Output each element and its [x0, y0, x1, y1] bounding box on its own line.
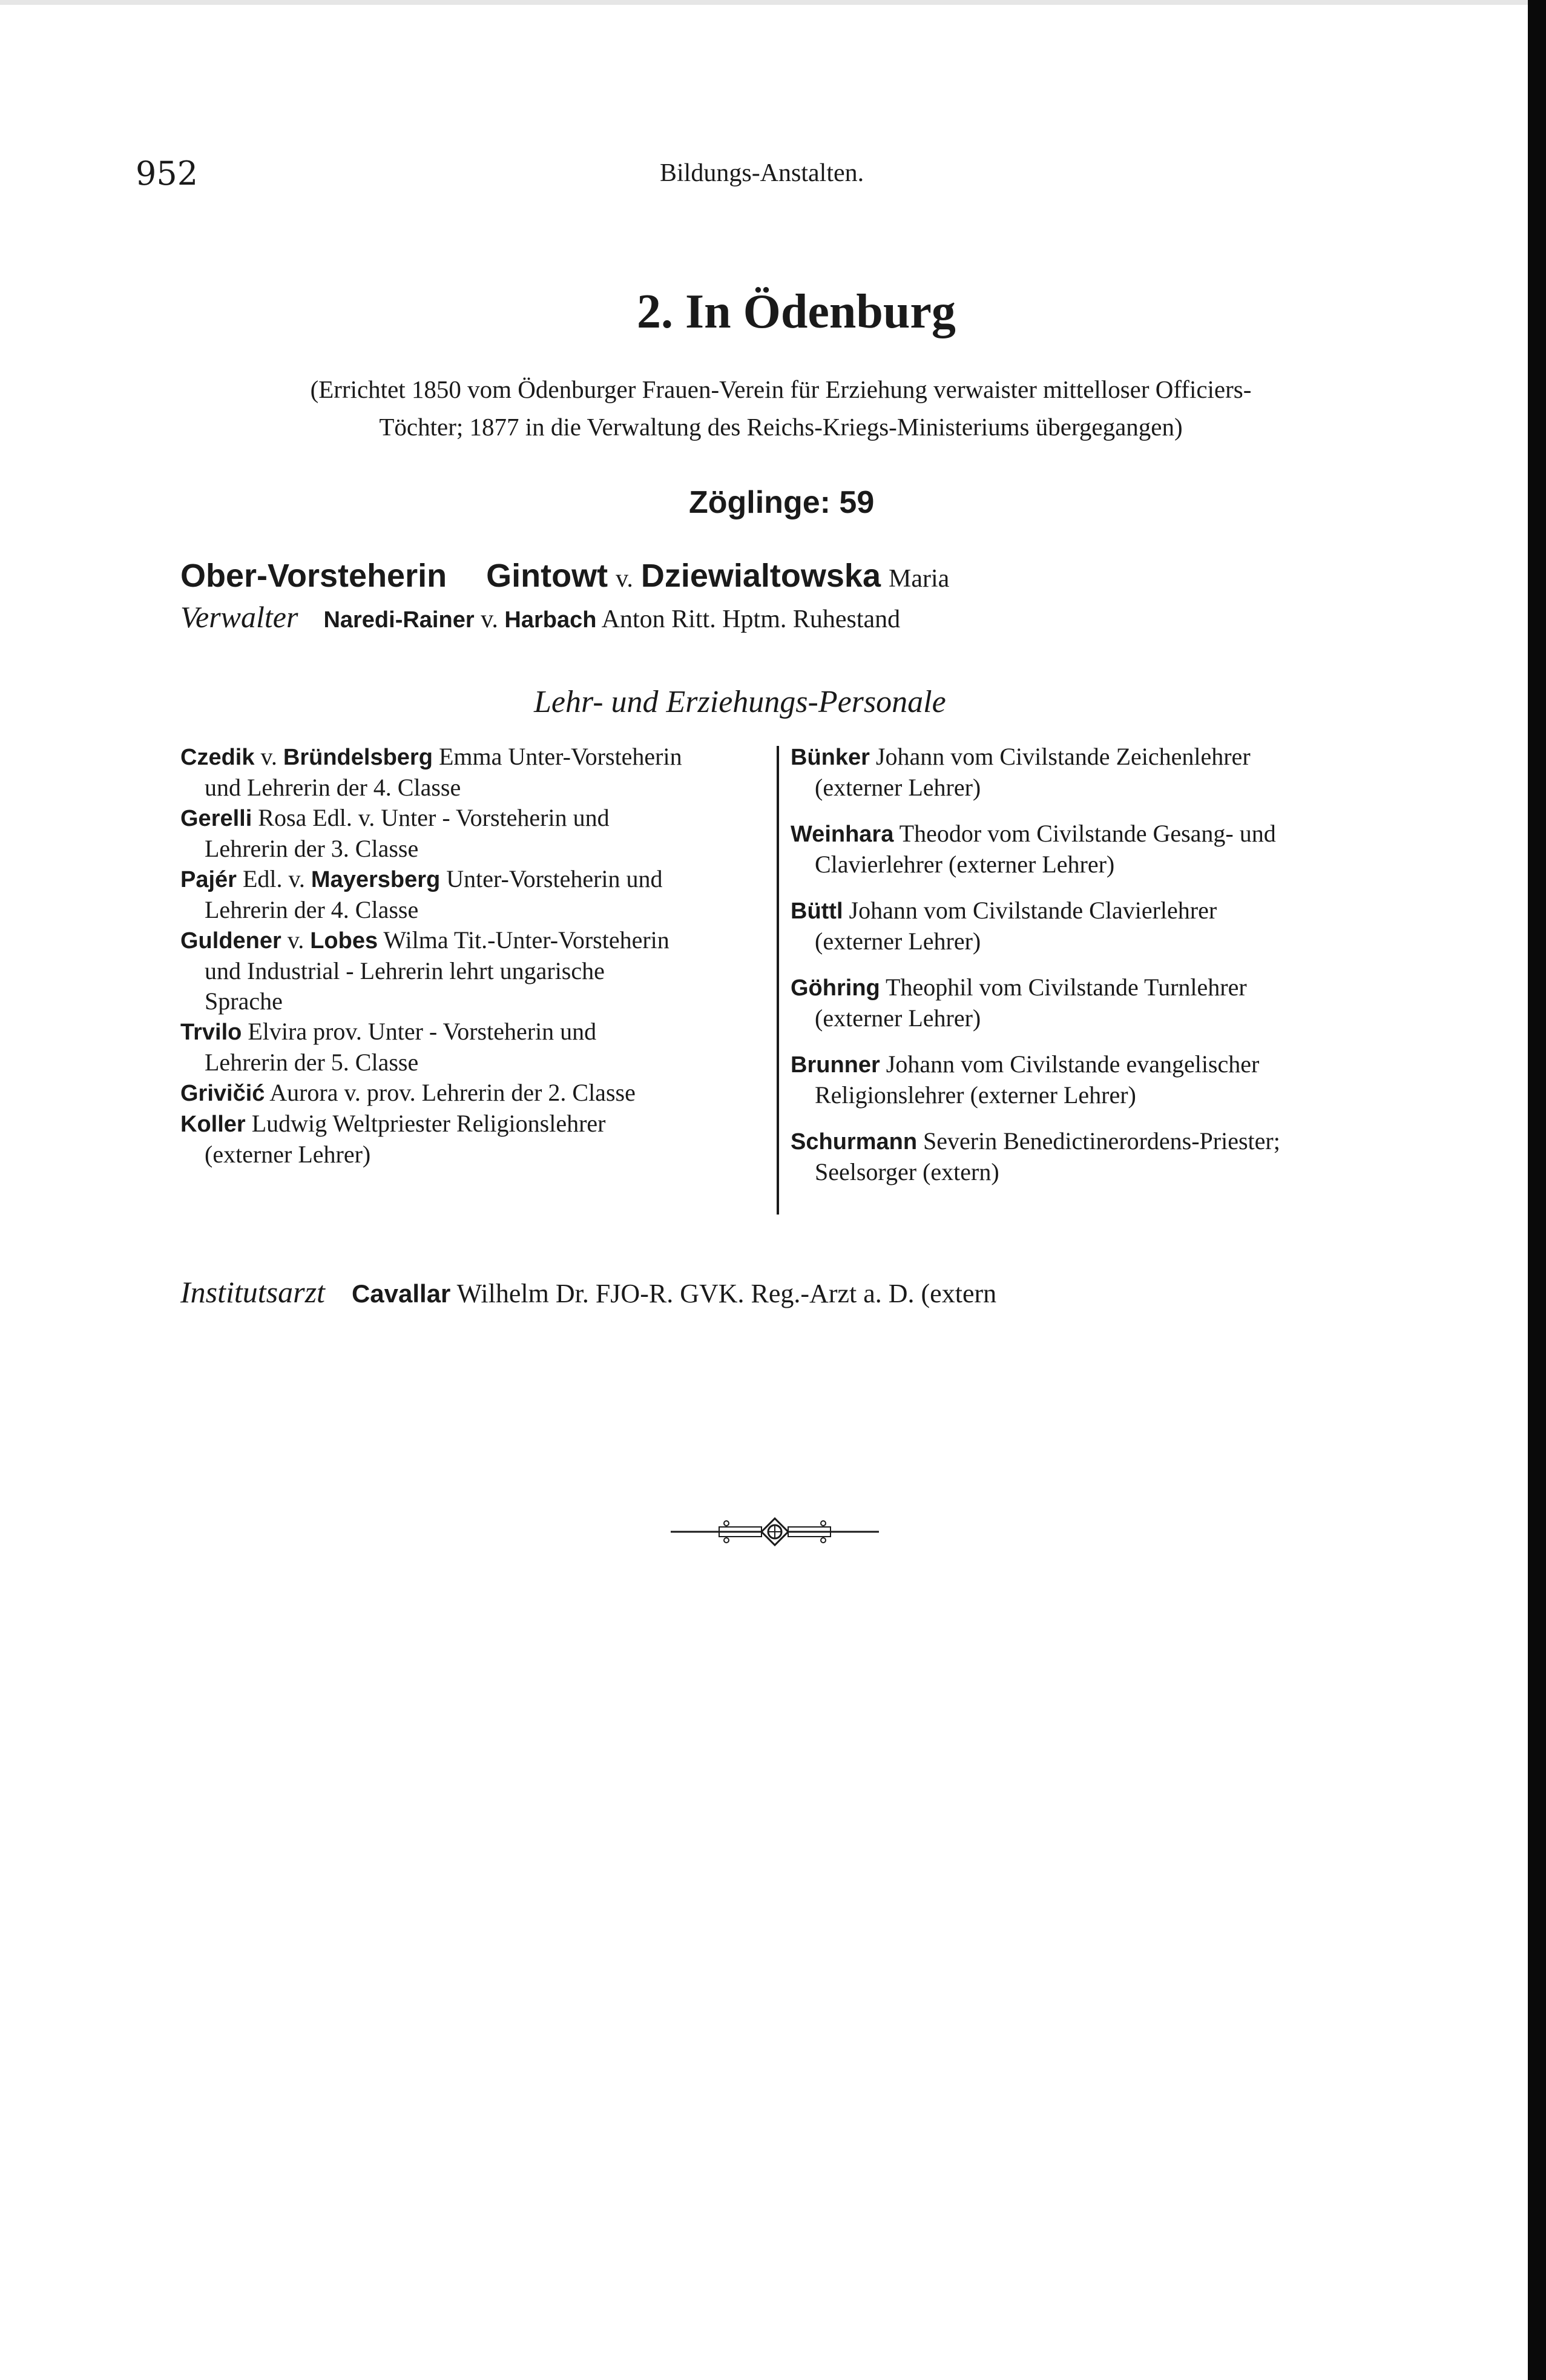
- administrator-particle: v.: [481, 605, 498, 633]
- intro-line: (Errichtet 1850 vom Ödenburger Frauen-Verein für Erziehung verwaister mittelloser Officiers-: [310, 375, 1252, 403]
- staff-entry: [180, 803, 769, 864]
- staff-text: Johann vom Civilstande Clavierlehrer: [843, 897, 1217, 924]
- staff-text: Ludwig Weltpriester Religionslehrer: [245, 1110, 606, 1137]
- staff-text: v.: [254, 743, 283, 770]
- staff-heading: Lehr- und Erziehungs-Personale: [534, 685, 946, 719]
- scan-edge-top: [0, 0, 1546, 5]
- scan-edge-right: [1528, 0, 1546, 2380]
- staff-entry: [791, 1126, 1379, 1187]
- staff-entry: [791, 895, 1379, 957]
- section-title: 2. In Ödenburg: [637, 285, 956, 338]
- head-principal-line: [180, 557, 949, 595]
- doctor-role: Institutsarzt: [180, 1275, 325, 1309]
- staff-entry: [180, 742, 769, 803]
- head-surname2: Dziewialtowska: [640, 558, 881, 594]
- staff-text: Sprache: [205, 987, 283, 1015]
- staff-surname: Büttl: [791, 898, 843, 924]
- staff-text: Clavierlehrer (externer Lehrer): [815, 851, 1115, 878]
- intro-line: Töchter; 1877 in die Verwaltung des Reichs-Kriegs-Ministeriums übergegangen): [379, 413, 1183, 441]
- head-surname: Gintowt: [486, 558, 608, 594]
- staff-text: Rosa Edl. v. Unter - Vorsteherin und: [252, 804, 610, 831]
- staff-text: und Lehrerin der 4. Classe: [205, 774, 461, 801]
- staff-list-right: [791, 742, 1379, 1203]
- staff-text: Theodor vom Civilstande Gesang- und: [893, 820, 1276, 847]
- staff-text: Seelsorger (extern): [815, 1158, 999, 1185]
- staff-entry: [791, 972, 1379, 1033]
- staff-surname: Bründelsberg: [283, 745, 433, 770]
- staff-surname: Mayersberg: [311, 867, 441, 892]
- staff-surname: Grivičić: [180, 1081, 265, 1106]
- staff-entry: [180, 925, 769, 1017]
- administrator-surname2: Harbach: [504, 607, 597, 633]
- administrator-role: Verwalter: [180, 600, 298, 634]
- head-particle: v.: [616, 565, 633, 593]
- staff-text: Johann vom Civilstande evangelischer: [880, 1050, 1260, 1078]
- staff-entry: [180, 1017, 769, 1078]
- staff-list-left: [180, 742, 769, 1170]
- staff-surname: Weinhara: [791, 822, 894, 847]
- staff-text: Unter-Vorsteherin und: [440, 865, 663, 892]
- staff-surname: Gerelli: [180, 806, 252, 831]
- staff-entry: [180, 1078, 769, 1109]
- staff-text: und Industrial - Lehrerin lehrt ungarische: [205, 957, 605, 984]
- staff-text: Edl. v.: [236, 865, 311, 892]
- head-role: Ober-Vorsteherin: [180, 558, 447, 594]
- column-divider: [777, 746, 779, 1215]
- staff-text: Wilma Tit.-Unter-Vorsteherin: [378, 926, 669, 954]
- pupil-count: Zöglinge: 59: [689, 485, 875, 520]
- staff-entry: [180, 1109, 769, 1170]
- staff-surname: Bünker: [791, 745, 870, 770]
- staff-surname: Koller: [180, 1112, 246, 1137]
- staff-entry: [791, 1049, 1379, 1110]
- staff-surname: Schurmann: [791, 1129, 918, 1155]
- staff-text: (externer Lehrer): [205, 1141, 371, 1168]
- staff-surname: Göhring: [791, 975, 880, 1001]
- staff-text: (externer Lehrer): [815, 928, 981, 955]
- staff-text: Aurora v. prov. Lehrerin der 2. Classe: [265, 1079, 636, 1106]
- staff-text: Severin Benedictinerordens-Priester;: [917, 1127, 1280, 1155]
- administrator-details: Anton Ritt. Hptm. Ruhestand: [601, 605, 901, 633]
- administrator-surname: Naredi-Rainer: [323, 607, 475, 633]
- staff-text: Elvira prov. Unter - Vorsteherin und: [242, 1018, 597, 1045]
- staff-surname: Lobes: [310, 928, 378, 954]
- staff-text: Lehrerin der 3. Classe: [205, 835, 419, 862]
- staff-surname: Trvilo: [180, 1020, 242, 1045]
- staff-text: Johann vom Civilstande Zeichenlehrer: [869, 743, 1251, 770]
- head-firstname: Maria: [888, 565, 950, 593]
- staff-text: (externer Lehrer): [815, 774, 981, 801]
- staff-surname: Brunner: [791, 1052, 880, 1078]
- staff-surname: Czedik: [180, 745, 255, 770]
- intro-paragraph: [182, 371, 1380, 446]
- ornament-icon: [671, 1514, 879, 1550]
- staff-surname: Guldener: [180, 928, 281, 954]
- doctor-surname: Cavallar: [351, 1279, 451, 1308]
- staff-entry: [791, 742, 1379, 803]
- institute-doctor-line: [180, 1274, 996, 1310]
- administrator-line: [180, 599, 900, 635]
- doctor-details: Wilhelm Dr. FJO-R. GVK. Reg.-Arzt a. D. (extern: [456, 1279, 997, 1308]
- staff-text: Lehrerin der 5. Classe: [205, 1049, 419, 1076]
- staff-text: Emma Unter-Vorsteherin: [432, 743, 682, 770]
- running-head: Bildungs-Anstalten.: [660, 159, 864, 187]
- staff-text: Religionslehrer (externer Lehrer): [815, 1081, 1136, 1109]
- staff-surname: Pajér: [180, 867, 237, 892]
- staff-text: Lehrerin der 4. Classe: [205, 896, 419, 923]
- staff-entry: [791, 819, 1379, 880]
- staff-entry: [180, 864, 769, 925]
- page-number: 952: [136, 154, 199, 193]
- staff-text: (externer Lehrer): [815, 1004, 981, 1032]
- staff-text: Theophil vom Civilstande Turnlehrer: [880, 974, 1247, 1001]
- staff-text: v.: [281, 926, 311, 954]
